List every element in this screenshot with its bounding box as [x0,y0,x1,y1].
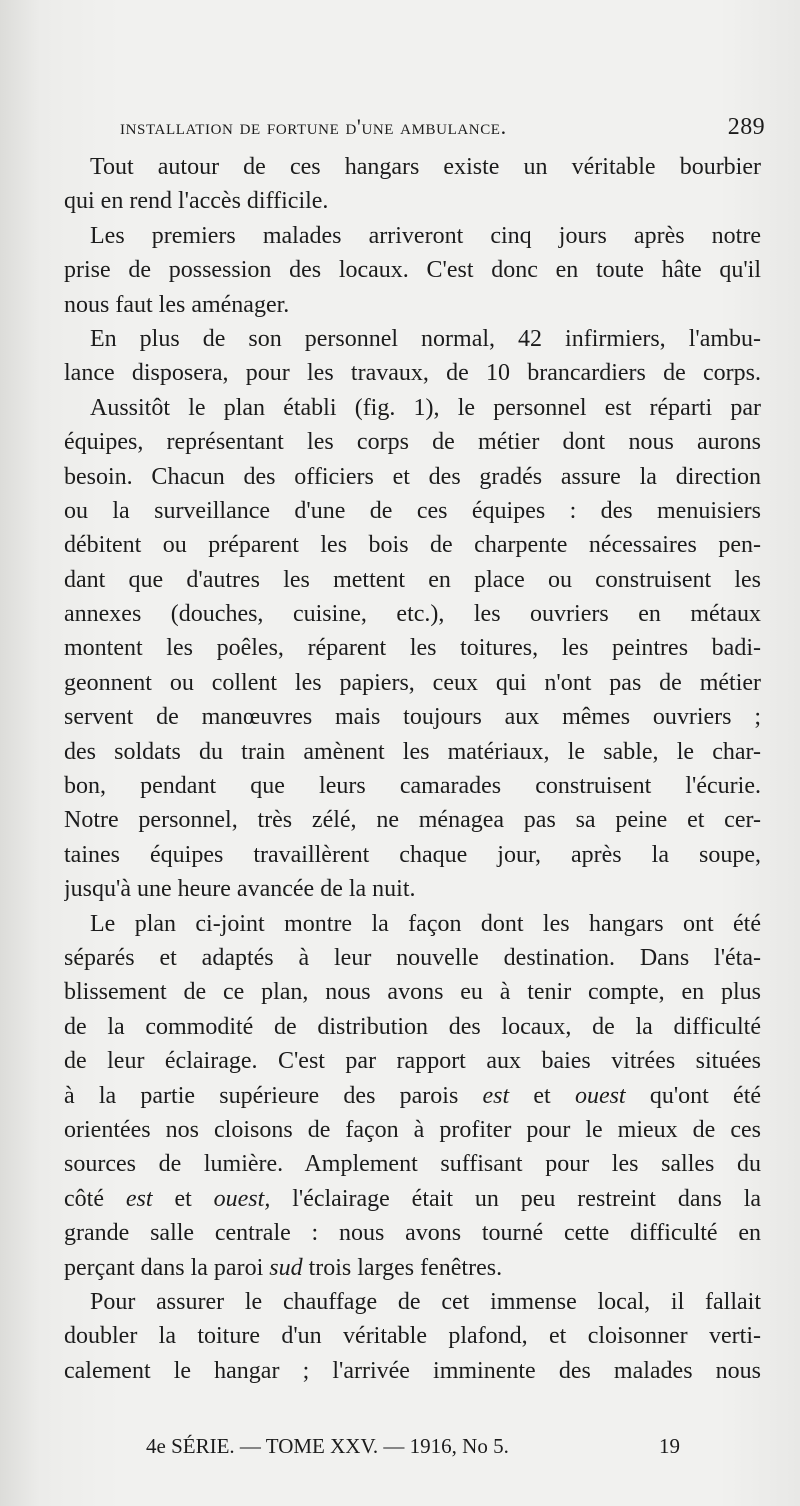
text-line: montent les poêles, réparent les toitures, les peintres badi- [64,635,761,662]
text-line: prise de possession des locaux. C'est donc en toute hâte qu'il [64,257,761,284]
text-line: doubler la toiture d'un véritable plafond, et cloisonner verti- [64,1323,761,1350]
text-line: sources de lumière. Amplement suffisant pour les salles du [64,1151,761,1178]
text-line: En plus de son personnel normal, 42 infirmiers, l'ambu- [90,325,761,352]
text-line: grande salle centrale : nous avons tourné cette difficulté en [64,1220,761,1247]
text-line: Aussitôt le plan établi (fig. 1), le personnel est réparti par [90,394,761,421]
text-line: besoin. Chacun des officiers et des gradés assure la direction [64,463,761,490]
text-line: ou la surveillance d'une de ces équipes : des menuisiers [64,497,761,524]
text-line: Tout autour de ces hangars existe un véritable bourbier [90,154,761,180]
text-line: taines équipes travaillèrent chaque jour, après la soupe, [64,841,761,868]
text-segment: et [533,1082,551,1109]
text-line: nous faut les aménager. [64,291,290,318]
footer [146,1434,680,1459]
text-line: Notre personnel, très zélé, ne ménagea pas sa peine et cer- [64,807,761,834]
text-line: équipes, représentant les corps de métier dont nous aurons [64,429,761,456]
signature-line: 4e SÉRIE. — TOME XXV. — 1916, No 5. [146,1434,509,1458]
text-line [64,1251,761,1285]
text-line: de leur éclairage. C'est par rapport aux baies vitrées situées [64,1048,761,1075]
text-segment: perçant dans la paroi [64,1254,264,1281]
text-segment: trois larges fenêtres. [308,1254,503,1281]
text-line: dant que d'autres les mettent en place ou construisent les [64,566,761,593]
text-segment: qu'ont été [649,1082,761,1109]
running-head-title: installation de fortune d'une ambulance. [120,114,507,139]
text-segment: à la partie supérieure des parois [64,1082,459,1109]
text-segment-italic: ouest [574,1082,626,1109]
text-line: Pour assurer le chauffage de cet immense local, il fallait [90,1288,761,1315]
text-line: orientées nos cloisons de façon à profiter pour le mieux de ces [64,1116,761,1143]
text-segment: côté [64,1185,104,1212]
text-line: qui en rend l'accès difficile. [64,188,329,215]
text-line: geonnent ou collent les papiers, ceux qui n'ont pas de métier [64,669,761,696]
text-line: lance disposera, pour les travaux, de 10 brancardiers de corps. [64,360,761,387]
text-segment: l'éclairage était un peu restreint dans la [292,1185,761,1212]
text-line: Les premiers malades arriveront cinq jours après notre [90,222,761,249]
text-line [64,1182,761,1216]
text-line: blissement de ce plan, nous avons eu à tenir compte, en plus [64,979,761,1006]
text-line: séparés et adaptés à leur nouvelle destination. Dans l'éta- [64,944,761,971]
text-segment-italic: est [482,1082,510,1109]
text-segment: et [174,1185,192,1212]
running-head [120,114,765,141]
sheet-number: 19 [659,1434,680,1458]
text-line: des soldats du train amènent les matériaux, le sable, le char- [64,738,761,765]
text-line: bon, pendant que leurs camarades construisent l'écurie. [64,773,761,800]
text-line: de la commodité de distribution des locaux, de la difficulté [64,1013,761,1040]
text-line: calement le hangar ; l'arrivée imminente des malades nous [64,1357,761,1384]
page-number: 289 [727,114,765,140]
text-line: jusqu'à une heure avancée de la nuit. [64,876,416,903]
text-line: servent de manœuvres mais toujours aux mêmes ouvriers ; [64,704,761,731]
text-line [64,1079,761,1113]
text-line: Le plan ci-joint montre la façon dont les hangars ont été [90,910,761,937]
body-text [64,150,761,1388]
text-segment-italic: est [125,1185,153,1212]
text-segment-italic: ouest, [213,1185,271,1212]
text-segment-italic: sud [269,1254,303,1281]
text-line: annexes (douches, cuisine, etc.), les ouvriers en métaux [64,601,761,628]
text-line: débitent ou préparent les bois de charpente nécessaires pen- [64,532,761,559]
